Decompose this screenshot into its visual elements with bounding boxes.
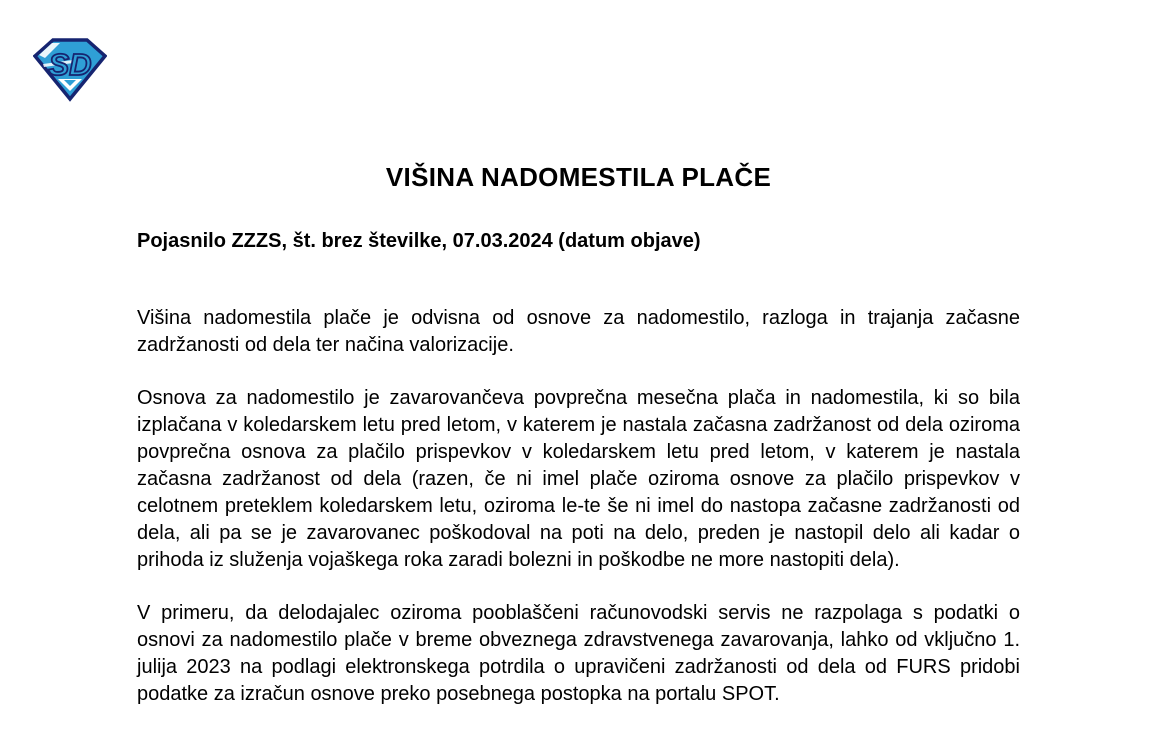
paragraph-1: Višina nadomestila plače je odvisna od osnove za nadomestilo, razloga in trajanja začasne zadržanosti od dela ter načina valorizacije. [137, 307, 1020, 356]
logo-letters: SD [48, 47, 92, 82]
document-content [0, 162, 1157, 708]
document-title: VIŠINA NADOMESTILA PLAČE [385, 162, 772, 192]
sd-shield-logo [33, 38, 107, 102]
sd-shield-logo-graphic [33, 38, 107, 102]
paragraph-3: V primeru, da delodajalec oziroma pooblaščeni računovodski servis ne razpolaga s podatki o osnovi za nadomestilo plače v breme obveznega zdravstvenega zavarovanja, lahko od vključno 1. julija 2023 na podlagi elektronskega potrdila o upravičeni zadržanosti od dela od FURS pridobi podatke za izračun osnove preko posebnega postopka na portalu SPOT. [137, 602, 1020, 705]
document-subtitle: Pojasnilo ZZZS, št. brez številke, 07.03.2024 (datum objave) [137, 230, 701, 252]
paragraph-2: Osnova za nadomestilo je zavarovančeva povprečna mesečna plača in nadomestila, ki so bila izplačana v koledarskem letu pred letom, v katerem je nastala začasna zadržanost od dela oziroma povprečna osnova za plačilo prispevkov v koledarskem letu pred letom, v katerem je nastala začasna zadržanost od dela (razen, če ni imel plače oziroma osnove za plačilo prispevkov v celotnem preteklem koledarskem letu, oziroma le-te še ni imel do nastopa začasne zadržanosti od dela, ali pa se je zavarovanec poškodoval na poti na delo, preden je nastopil delo ali kadar o prihoda iz služenja vojaškega roka zaradi bolezni in poškodbe ne more nastopiti dela). [137, 387, 1020, 571]
